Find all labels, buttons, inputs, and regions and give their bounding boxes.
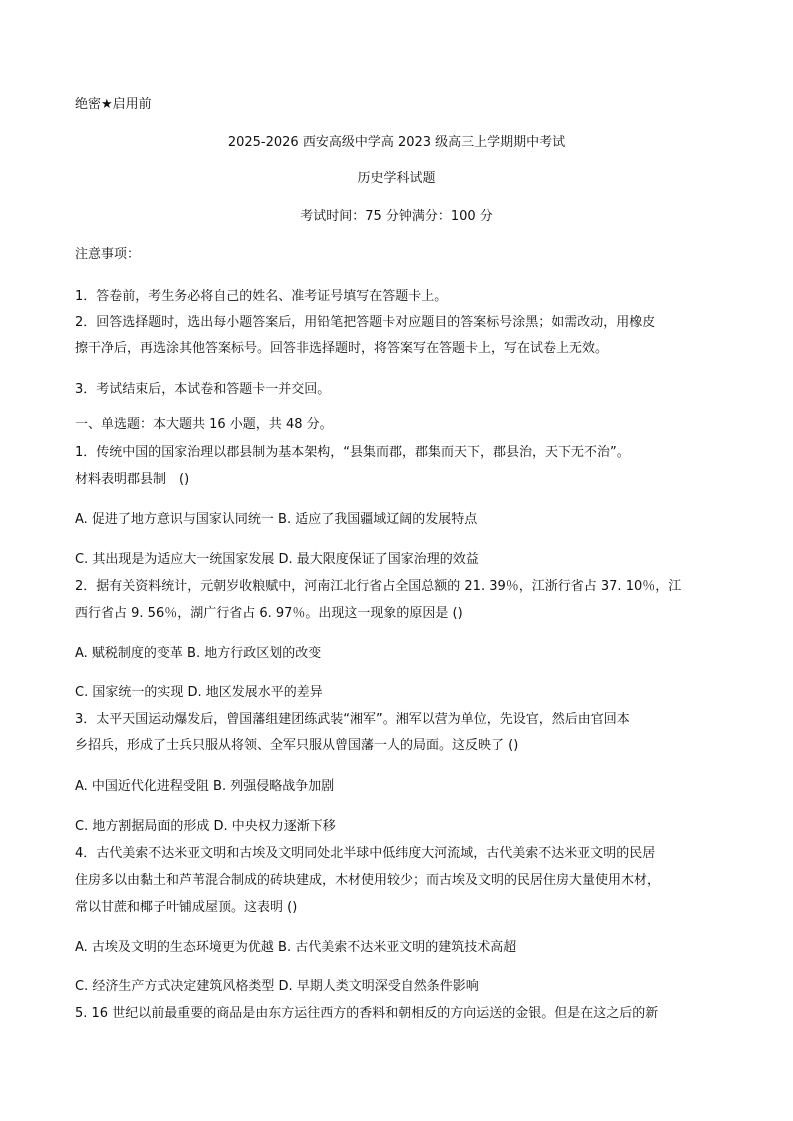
question-5-stem: 5. 16 世纪以前最重要的商品是由东方运往西方的香料和朝相反的方向运送的金银。但是在这之后的新 xyxy=(75,1006,659,1021)
exam-title: 2025-2026 西安高级中学高 2023 级高三上学期期中考试 xyxy=(227,135,566,150)
question-4-options-ab: A. 古埃及文明的生态环境更为优越 B. 古代美索不达米亚文明的建筑技术高超 xyxy=(75,940,517,955)
question-3-options-ab: A. 中国近代化进程受阻 B. 列强侵略战争加剧 xyxy=(75,779,335,794)
question-4-stem: 常以甘蔗和椰子叶铺成屋顶。这表明 () xyxy=(75,900,298,915)
question-1-stem: 材料表明郡县制 () xyxy=(75,472,190,487)
question-3-options-cd: C. 地方割据局面的形成 D. 中央权力逐渐下移 xyxy=(75,819,336,834)
note-item: 擦干净后，再选涂其他答案标号。回答非选择题时，将答案写在答题卡上，写在试卷上无效。 xyxy=(75,341,609,356)
notes-heading: 注意事项： xyxy=(75,247,141,262)
time-score-line: 考试时间：75 分钟满分：100 分 xyxy=(300,209,493,224)
question-1-options-ab: A. 促进了地方意识与国家认同统一 B. 适应了我国疆域辽阔的发展特点 xyxy=(75,512,478,527)
note-item: 3．考试结束后，本试卷和答题卡一并交回。 xyxy=(75,382,331,397)
question-2-stem: 西行省占 9. 56％，湖广行省占 6. 97％。出现这一现象的原因是 () xyxy=(75,606,463,621)
question-3-stem: 乡招兵，形成了士兵只服从将领、全军只服从曾国藩一人的局面。这反映了 () xyxy=(75,738,519,753)
confidential-label: 绝密★启用前 xyxy=(75,97,152,112)
question-4-stem: 4．古代美索不达米亚文明和古埃及文明同处北半球中低纬度大河流域，古代美索不达米亚文明的民居 xyxy=(75,846,656,861)
question-2-options-cd: C. 国家统一的实现 D. 地区发展水平的差异 xyxy=(75,685,323,700)
question-3-stem: 3．太平天国运动爆发后，曾国藩组建团练武装“湘军”。湘军以营为单位，先设官，然后由官回本 xyxy=(75,712,630,727)
question-1-options-cd: C. 其出现是为适应大一统国家发展 D. 最大限度保证了国家治理的效益 xyxy=(75,552,479,567)
question-2-options-ab: A. 赋税制度的变革 B. 地方行政区划的改变 xyxy=(75,646,322,661)
note-item: 1．答卷前，考生务必将自己的姓名、准考证号填写在答题卡上。 xyxy=(75,289,448,304)
section-heading: 一、单选题：本大题共 16 小题，共 48 分。 xyxy=(75,417,333,432)
subject-title: 历史学科试题 xyxy=(357,171,436,186)
question-1-stem: 1．传统中国的国家治理以郡县制为基本架构，“县集而郡，郡集而天下，郡县治，天下无不治”。 xyxy=(75,445,630,460)
question-4-stem: 住房多以由黏土和芦苇混合制成的砖块建成，木材使用较少；而古埃及文明的民居住房大量使用木材， xyxy=(75,873,661,888)
note-item: 2．回答选择题时，选出每小题答案后，用铅笔把答题卡对应题目的答案标号涂黑；如需改动，用橡皮 xyxy=(75,315,656,330)
question-4-options-cd: C. 经济生产方式决定建筑风格类型 D. 早期人类文明深受自然条件影响 xyxy=(75,979,479,994)
question-2-stem: 2．据有关资料统计，元朝岁收粮赋中，河南江北行省占全国总额的 21. 39％，江浙行省占 37. 10％，江 xyxy=(75,579,682,594)
